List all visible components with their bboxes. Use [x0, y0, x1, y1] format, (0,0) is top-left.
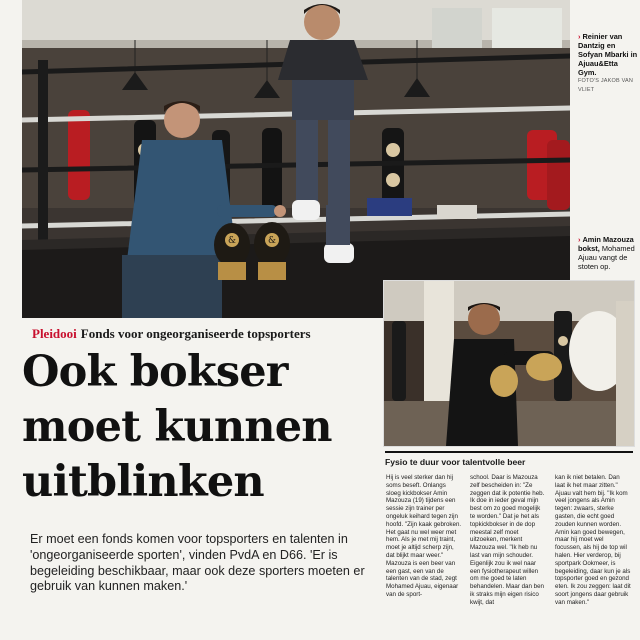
sub-article-column: school. Daar is Mazouza zelf bescheiden in: "Ze zeggen dat ik potentie heb. Ik doe in ieder geval mijn best om zo goed mogelijk te worden." Dat je het als topkickbokser in de dop meestal zelf moet uitzoeken, merkent Mazouza wel. "Ik heb nu last van mijn schouder. Eigenlijk zou ik wel naar een fysiotherapeut willen om me goed te laten behandelen. Maar dan ben ik straks mijn eigen risico kwijt, dat [470, 474, 545, 606]
sub-article-column: Hij is veel sterker dan hij soms beseft. Onlangs sloeg kickbokser Amin Mazouza (19) tijdens een sessie zijn trainer per ongeluk keihard tegen zijn hoofd. "Zijn kaak gebroken. Het gaat nu wel weer met hem. Als je met mij traint, moet je altijd scherp zijn, dat blijkt maar weer." Mazouza is een beer van een gast, een van de talenten van de stad, zegt Mohamed Ajuau, eigenaar van de sport- [386, 474, 462, 598]
caption-text: Reinier van Dantzig en Sofyan Mbarki in Ajuau&Etta Gym. [578, 32, 638, 77]
caption-text: Mohamed Ajuau vangt de stoten op. [578, 244, 635, 271]
headline-line: Ook bokser [22, 347, 288, 397]
kicker-label: Pleidooi [32, 326, 77, 341]
lead-paragraph: Er moet een fonds komen voor topsporters en talenten in 'ongeorganiseerde sporten', vinden PvdA en D66. 'Er is begeleiding beschikbaar, maar ook deze sporters moeten er gebruik van kunnen maken.' [30, 532, 365, 594]
headline-line: moet kunnen [22, 402, 332, 452]
second-photo [383, 280, 635, 447]
sub-article-title: Fysio te duur voor talentvolle beer [385, 451, 633, 467]
sub-article-column: kan ik niet betalen. Dan laat ik het maar zitten." Ajuau valt hem bij. "Ik kom veel jongens als Amin tegen: zwaars, sterke gasten, die echt goed zouden kunnen worden. Amin kan goed bewegen, maar hij moet wel focussen, als hij de top wil halen. Hier verderop, bij sportpark Ookmeer, is begeleiding, daar kun je als topsporter goed en gezond eten. Ik zou zeggen: laat dit soort jongens daar gebruik van maken." [555, 474, 631, 606]
headline-line: uitblinken [22, 457, 264, 507]
caption-bold: Amin Mazouza bokst, [578, 235, 634, 253]
top-photo [22, 0, 570, 318]
glove-logo: & [267, 236, 277, 246]
kicker-title: Fonds voor ongeorganiseerde topsporters [80, 326, 311, 341]
kicker [32, 326, 311, 342]
top-photo-caption: › Reinier van Dantzig en Sofyan Mbarki in Ajuau&Etta Gym. FOTO'S JAKOB VAN VLIET [578, 32, 638, 93]
glove-logo: & [227, 236, 237, 246]
photo-credit: FOTO'S JAKOB VAN VLIET [578, 78, 634, 93]
headline [22, 345, 382, 510]
second-photo-caption: › Amin Mazouza bokst, Mohamed Ajuau vangt de stoten op. [578, 235, 635, 271]
